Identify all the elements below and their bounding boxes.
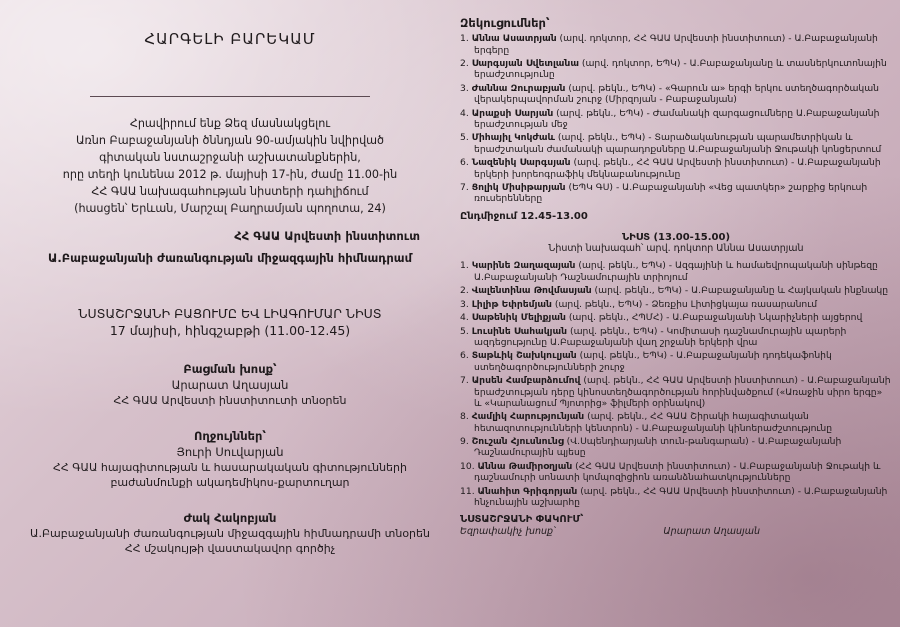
report-item [460, 312, 892, 324]
report-item [460, 298, 892, 310]
reports-list-morning [460, 33, 892, 204]
report-item [460, 107, 892, 131]
report-item [460, 436, 892, 459]
invite-line: ՀՀ ԳԱԱ նախագահության նիստերի դահլիճում [91, 185, 369, 198]
invite-line: Առնո Բաբաջանյանի ծննդյան 90-ամյակին նվիրված [75, 134, 385, 147]
speaker-name: Լիլիթ Եփրեմյան [471, 298, 552, 310]
opening-session [10, 305, 450, 339]
report-topic: (արվ. թեկն., ՀՀ ԳԱԱ Արվեստի ինստիտուտ) - Ա.Բաբաջանյանի երաժշտության դերը կինոստեղծագործության հորինվածքում («Առաջին սիրո երգը» և «Կարանացում Պյոտրից» ֆիլմերի օրինակով) [474, 375, 891, 409]
organizer-foundation: Ա.Բաբաջանյանի ժառանգության միջազգային հիմնադրամ [48, 251, 412, 265]
report-topic: (ՀՀ ԳԱԱ Արվեստի ինստիտուտ) - Ա.Բաբաջանյանի Ջութակի և դաշնամուրի սոնատի կոմպոզիցիոն առանձնահատկությունները [474, 460, 881, 484]
invite-line: որը տեղի կունենա 2012 թ. մայիսի 17-ին, ժամը 11.00-ին [62, 168, 398, 181]
organizers [10, 225, 450, 269]
report-number: 11. [460, 485, 478, 497]
report-item [460, 260, 892, 283]
role-heading: Բացման խոսք՝ [183, 362, 277, 376]
report-number: 3. [460, 82, 472, 94]
invite-line: Հրավիրում ենք Ձեզ մասնակցելու [129, 117, 331, 130]
report-number: 10. [460, 460, 478, 472]
report-number: 9. [460, 436, 472, 448]
report-number: 6. [460, 157, 472, 169]
reports-heading: Զեկուցումներ՝ [460, 16, 550, 30]
report-number: 7. [460, 375, 472, 387]
speaker-name: Տաթևիկ Շախկուլյան [471, 350, 577, 362]
report-number: 2. [460, 58, 472, 70]
report-number: 6. [460, 350, 472, 362]
reports-list-afternoon [460, 260, 892, 508]
report-topic: (արվ. թեկն., ՀՀ ԳԱԱ Արվեստի ինստիտուտ) - Ա.Բաբաջանյանի երկերի խորեոգրաֆիկ մեկնաբանությունը [474, 157, 881, 180]
closing-row [460, 526, 760, 537]
speaker-name: Ցոլիկ Միսիթարյան [471, 181, 566, 193]
report-topic: (արվ. թեկն., ԵՊԿ) - «Գարուն ա» երգի երկու ստեղծագործական վերակերպավորման շուրջ (Միրզոյան - Բաբաջանյան) [474, 82, 879, 106]
report-topic: (արվ. թեկն., ԵՊԿ) - Ժամանակի զարգացումները Ա.Բաբաջանյանի երաժշտության մեջ [474, 107, 880, 130]
role-desc: ՀՀ ԳԱԱ հայագիտության և հասարակական գիտությունների [53, 461, 407, 474]
speaker-name: Համլիկ Հարությունյան [471, 411, 585, 423]
speaker-name: Միհայիլ Կոկժաև [471, 132, 555, 144]
speaker-name: Լուսինե Սահակյան [471, 325, 568, 337]
speaker-name: Նազենիկ Սարգսյան [471, 157, 571, 169]
speaker-name: Վալենտինա Թովմասյան [471, 285, 592, 297]
report-topic: (ԵՊԿ ԳՍ) - Ա.Բաբաջանյանի «Վեց պատկեր» շարքից երկուսի ռուսերենները [474, 181, 868, 205]
invitation-column [10, 22, 450, 556]
speaker-name: Շուշան Հյուսնունց [471, 436, 564, 448]
report-topic: (արվ. թեկն., ՀՀ ԳԱԱ Շիրակի հայագիտական հետազոտությունների կենտրոն) - Ա.Բաբաջանյանի կինոերաժշտությունը [474, 411, 833, 434]
opening-speech [10, 361, 450, 408]
closing-heading: ՆՍՏԱՇՐՋԱՆԻ ՓԱԿՈՒՄ՝ [460, 514, 584, 526]
foundation-director [10, 510, 450, 556]
report-number: 5. [460, 325, 472, 337]
role-heading: Ժակ Հակոբյան [183, 511, 277, 525]
report-topic: (արվ. թեկն., ԵՊԿ) - Ձեռքիս Լիտիցկայա ռասարանում [551, 298, 818, 310]
role-desc: ՀՀ ԳԱԱ Արվեստի ինստիտուտի տնօրեն [113, 394, 347, 407]
report-topic: (արվ. թեկն., ՀՀ ԳԱԱ Արվեստի ինստիտուտ) - Ա.Բաբաջանյանի հնչունային աշխարհը [474, 485, 888, 508]
report-number: 8. [460, 411, 472, 423]
role-name: Արարատ Աղասյան [171, 378, 289, 392]
role-heading: Ողջույններ՝ [194, 429, 266, 443]
speaker-name: Աննա Ասատրյան [471, 33, 557, 45]
speaker-name: Արսեն Համբարձումով [471, 375, 581, 387]
speaker-name: Ժաննա Զուրաբյան [471, 82, 566, 94]
role-desc: Ա.Բաբաջանյանի ժառանգության միջազգային հիմնադրամի տնօրեն [30, 527, 430, 540]
role-desc: ՀՀ մշակույթի վաստակավոր գործիչ [124, 542, 336, 555]
invite-line: (հասցեն՝ Երևան, Մարշալ Բաղրամյան պողոտա, 24) [74, 202, 386, 215]
report-number: 1. [460, 33, 472, 45]
report-item [460, 485, 892, 509]
report-item [460, 285, 892, 297]
report-number: 4. [460, 312, 472, 324]
speaker-name: Կարինե Զաղազայան [471, 260, 576, 272]
report-item [460, 58, 892, 81]
report-topic: (արվ. թեկն., ԵՊԿ) - Ա.Բաբաջանյանի դոդեկաֆոնիկ ստեղծագործությունների շուրջ [474, 350, 832, 373]
session-chair: Նիստի նախագահ՝ արվ. դոկտոր Աննա Ասատրյան [548, 243, 804, 255]
afternoon-session-title: ՆԻՍՏ (13.00-15.00) [621, 231, 731, 243]
report-item [460, 325, 892, 349]
greetings [10, 428, 450, 490]
report-item [460, 181, 892, 205]
greeting-title: ՀԱՐԳԵԼԻ ԲԱՐԵԿԱՄ [144, 30, 316, 48]
speaker-name: Սարգսյան Սվետլանա [471, 58, 579, 70]
speaker-name: Աննա Թամիրօղյան [477, 460, 573, 472]
report-item [460, 375, 892, 409]
report-topic: (արվ. դոկտոր, ՀՀ ԳԱԱ Արվեստի ինստիտուտ) - Ա.Բաբաջանյանի երգերը [474, 33, 878, 56]
report-topic: (արվ. թեկն., ԵՊԿ) - Կոմիտասի դաշնամուրային պարերի ազդեցությունը Ա.Բաբաջանյանի վաղ շրջանի երկերի վրա [474, 325, 847, 348]
program-column [460, 18, 892, 537]
report-topic: (արվ. թեկն., ՀՊՄՀ) - Ա.Բաբաջանյանի Նկարիչների այցերով [565, 312, 863, 324]
report-number: 7. [460, 181, 472, 193]
report-item [460, 411, 892, 434]
session-title: ՆՍՏԱՇՐՋԱՆԻ ԲԱՑՈՒՄԸ ԵՎ ԼԻԱԳՈՒՄԱՐ ՆԻՍՏ [78, 306, 382, 321]
report-number: 5. [460, 132, 472, 144]
speaker-name: Սաթենիկ Մելիքյան [471, 312, 566, 324]
report-number: 2. [460, 285, 472, 297]
report-item [460, 350, 892, 373]
report-topic: (արվ. թեկն., ԵՊԿ) - Ազգայինի և համաեվրոպականի սինթեզը Ա.Բաբաջանյանի Դաշնամուրային տրիոյում [474, 260, 878, 283]
role-name: Յուրի Սուվարյան [176, 445, 284, 459]
report-item [460, 82, 892, 106]
speaker-name: Արաքսի Սարյան [471, 107, 554, 119]
session-date: 17 մայիսի, հինգշաբթի (11.00-12.45) [109, 323, 351, 338]
report-item [460, 460, 892, 484]
report-item [460, 157, 892, 180]
report-topic: (արվ. թեկն., ԵՊԿ) - Տարածականության պարամետրիկան և երաժշտական ժամանակի պարադոքսները Ա.Բաբաջանյանի Ջութակի կոնցերտում [474, 132, 882, 155]
organizer-institute: ՀՀ ԳԱԱ Արվեստի ինստիտուտ [234, 229, 420, 243]
report-item [460, 33, 892, 56]
report-number: 1. [460, 260, 472, 272]
divider-line [90, 96, 370, 97]
report-number: 4. [460, 107, 472, 119]
invite-line: գիտական նստաշրջանի աշխատանքներին, [99, 151, 361, 164]
closing-label: Եզրափակիչ խոսք՝ [460, 525, 556, 537]
report-topic: (արվ. դոկտոր, ԵՊԿ) - Ա.Բաբաջանյանը և տասներկուտոնային երաժշտությունը [474, 58, 887, 81]
report-topic: (Վ.Սպենդիարյանի տուն-թանգարան) - Ա.Բաբաջանյանի Դաշնամուրային պյեսը [474, 436, 842, 459]
report-topic: (արվ. թեկն., ԵՊԿ) - Ա.Բաբաջանյանը և Հայկական ինքնակը [591, 285, 889, 297]
closing-name: Արարատ Աղասյան [663, 525, 760, 537]
report-number: 3. [460, 298, 472, 310]
speaker-name: Անահիտ Գրիգորյան [477, 485, 578, 497]
invitation-text [10, 115, 450, 217]
report-item [460, 132, 892, 155]
break-time: Ընդմիջում 12.45-13.00 [460, 210, 588, 222]
role-desc: բաժանմունքի ակադեմիկոս-քարտուղար [110, 476, 350, 489]
